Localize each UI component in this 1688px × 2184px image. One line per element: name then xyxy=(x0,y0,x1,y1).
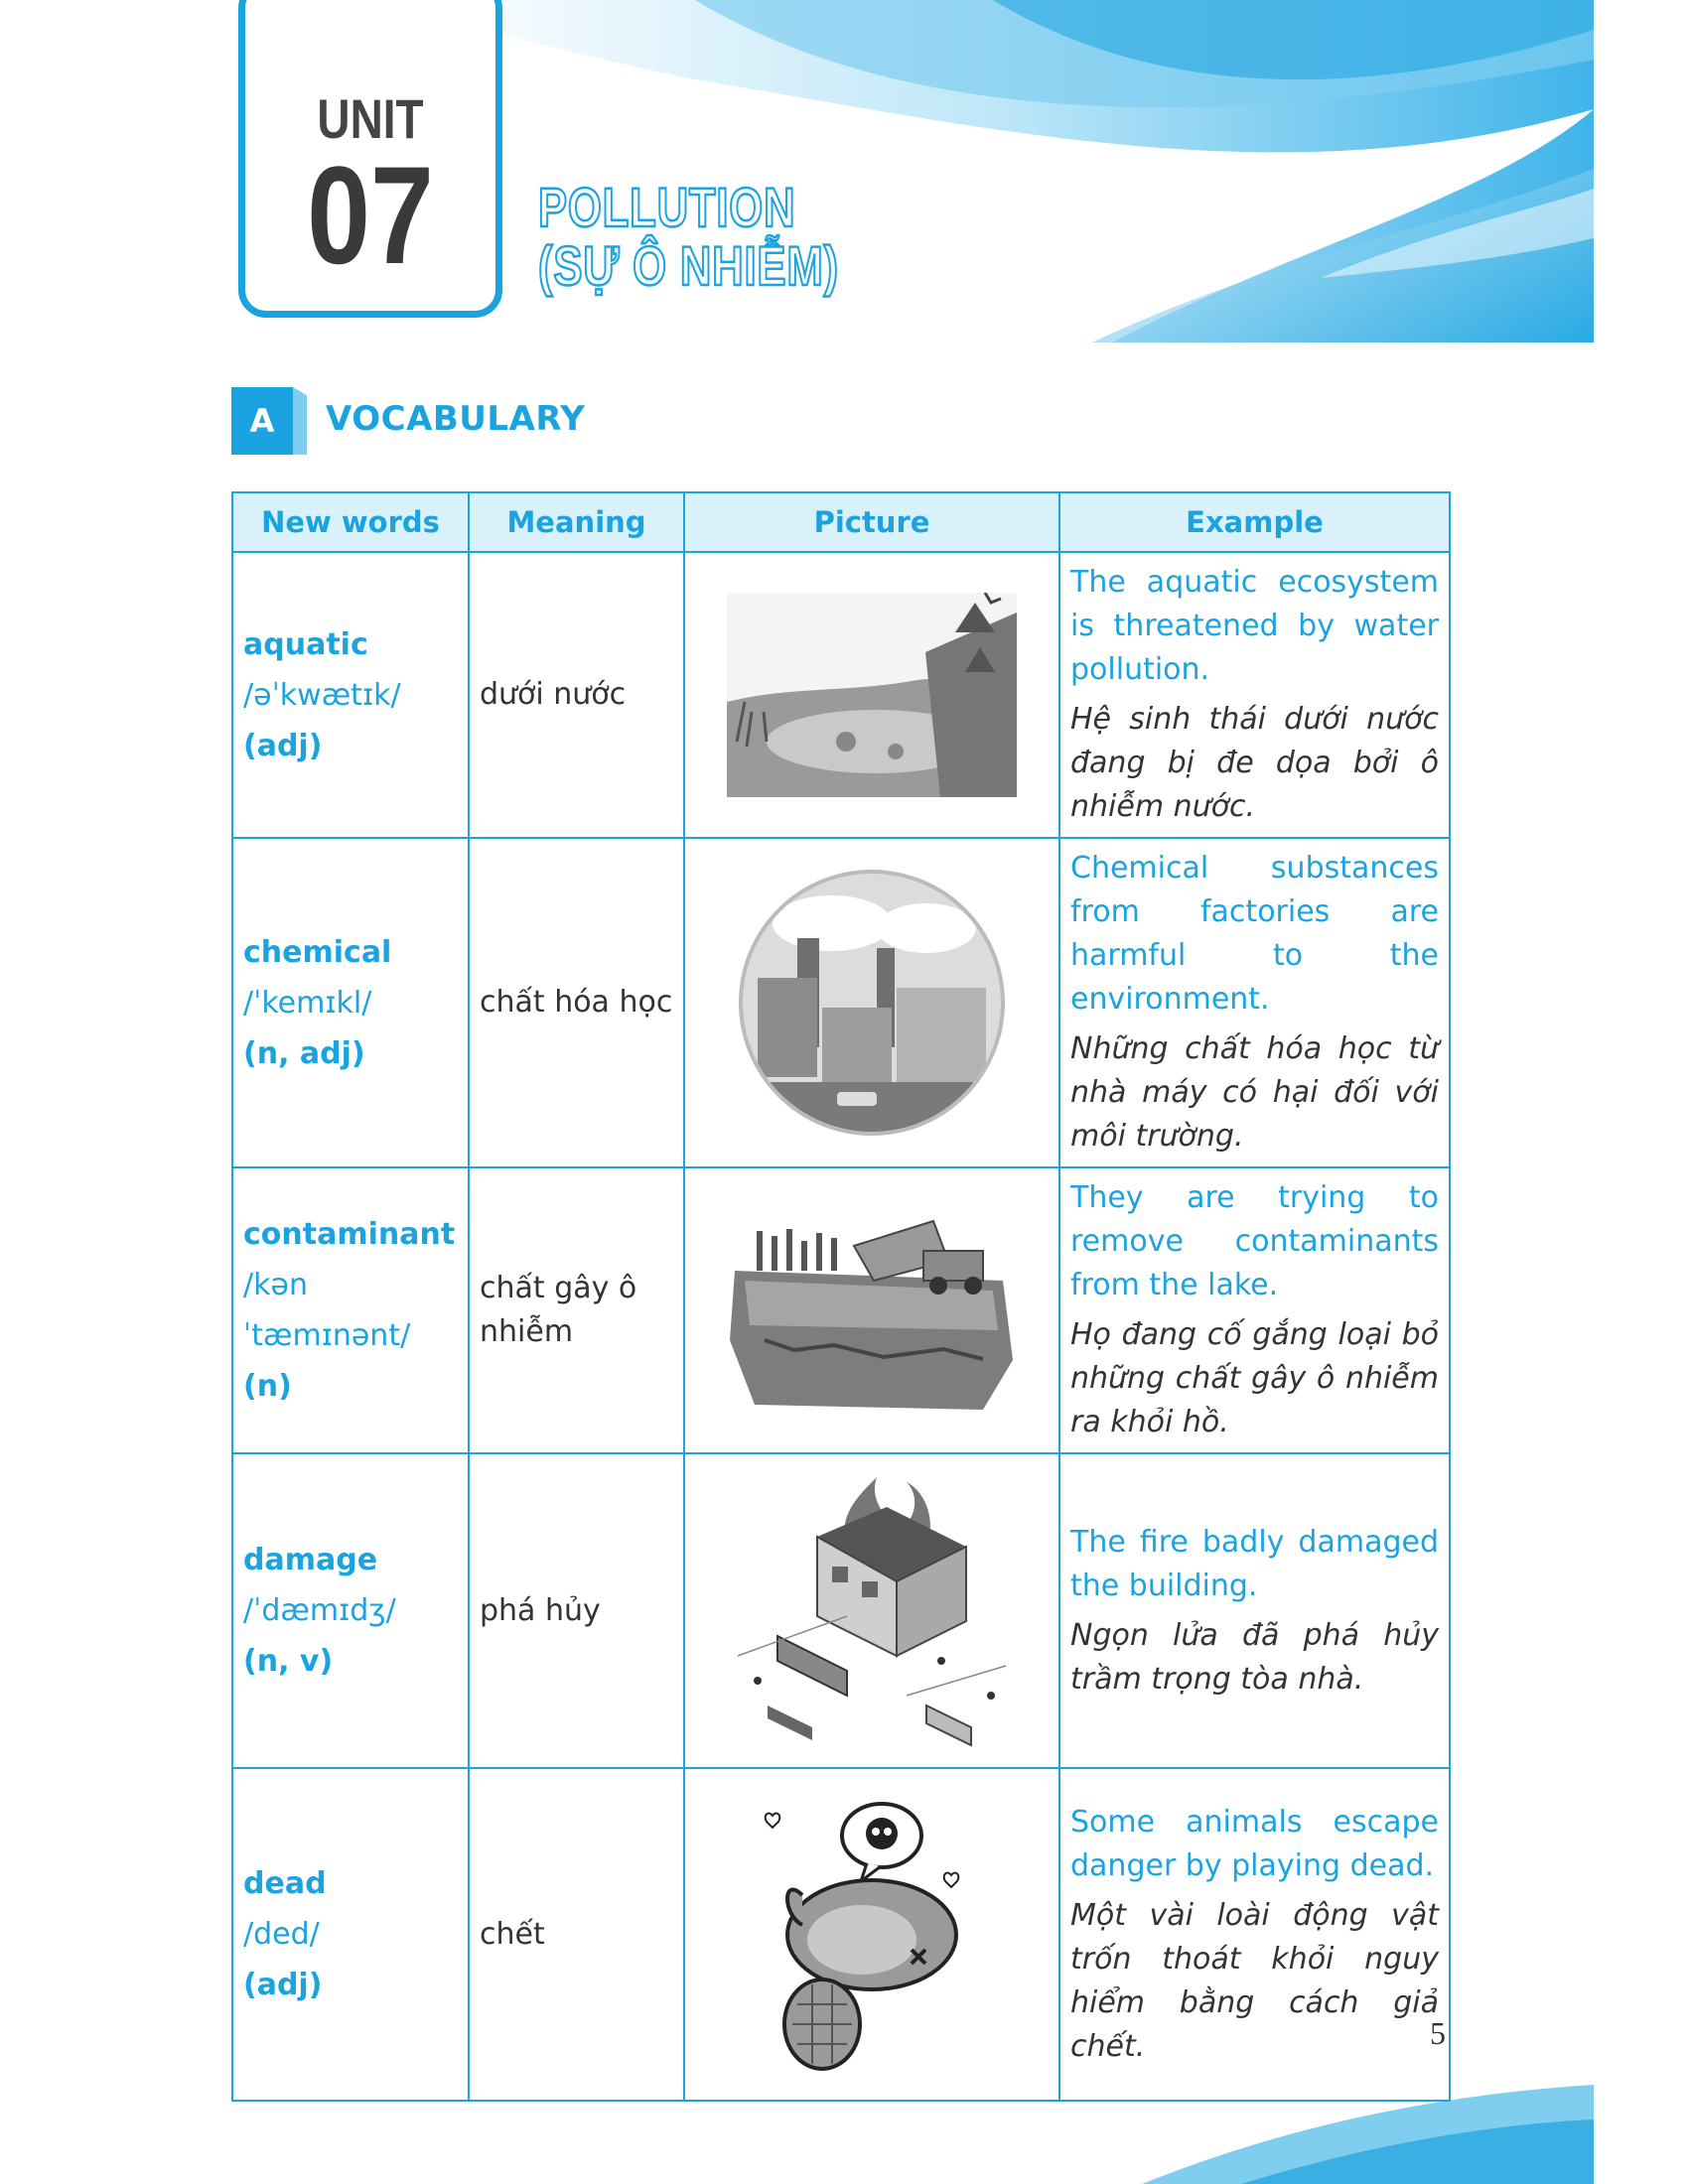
unit-title xyxy=(538,176,839,297)
example-cell xyxy=(1059,1453,1450,1768)
aquatic-ecosystem-illustration xyxy=(727,593,1017,797)
table-row xyxy=(232,1768,1450,2101)
column-header: Meaning xyxy=(469,492,684,552)
example-vi: Một vài loài động vật trốn thoát khỏi nguy hiểm bằng cách giả chết. xyxy=(1070,1897,1439,2064)
vocab-word: dead xyxy=(243,1866,327,1901)
column-header: New words xyxy=(232,492,469,552)
picture-cell xyxy=(684,838,1059,1167)
example-en: They are trying to remove contaminants from the lake. xyxy=(1070,1180,1439,1302)
burning-house-illustration xyxy=(728,1467,1016,1755)
unit-box xyxy=(238,0,502,318)
vocab-pos: (n, adj) xyxy=(243,1035,365,1071)
picture-cell xyxy=(684,1768,1059,2101)
section-badge: A xyxy=(231,387,293,455)
vocab-ipa: /ˈdæmɪdʒ/ xyxy=(243,1593,396,1628)
example-en: Some animals escape danger by playing dead. xyxy=(1070,1804,1439,1883)
page-number: 5 xyxy=(1430,2015,1446,2051)
example-vi: Họ đang cố gắng loại bỏ những chất gây ô nhiễm ra khỏi hồ. xyxy=(1070,1317,1439,1439)
vocab-pos: (adj) xyxy=(243,1968,323,2002)
beaver-playing-dead-illustration xyxy=(763,1796,981,2074)
column-header: Picture xyxy=(684,492,1059,552)
vocab-pos: (n) xyxy=(243,1369,292,1404)
vocab-ipa: /ˈkemɪkl/ xyxy=(243,985,372,1021)
vocab-word: chemical xyxy=(243,934,392,970)
example-cell xyxy=(1059,552,1450,838)
table-row xyxy=(232,1167,1450,1453)
example-vi: Hệ sinh thái dưới nước đang bị đe dọa bởi ô nhiễm nước. xyxy=(1070,702,1439,824)
unit-title-vi: (SỰ Ô NHIỄM) xyxy=(538,233,839,297)
word-cell xyxy=(232,838,469,1167)
factory-chimneys-illustration xyxy=(738,869,1006,1137)
example-en: Chemical substances from factories are harmful to the environment. xyxy=(1070,851,1439,1017)
example-cell xyxy=(1059,1167,1450,1453)
table-header-row xyxy=(232,492,1450,552)
picture-cell xyxy=(684,1167,1059,1453)
table-row xyxy=(232,552,1450,838)
column-header: Example xyxy=(1059,492,1450,552)
meaning-cell: chất gây ô nhiễm xyxy=(469,1167,684,1453)
meaning-cell: chết xyxy=(469,1768,684,2101)
vocab-word: contaminant xyxy=(243,1217,456,1252)
example-vi: Ngọn lửa đã phá hủy trầm trọng tòa nhà. xyxy=(1070,1617,1439,1697)
vocab-ipa: /kənˈtæmɪnənt/ xyxy=(243,1268,411,1353)
vocab-ipa: /ded/ xyxy=(243,1917,320,1952)
vocab-word: damage xyxy=(243,1543,378,1577)
unit-number: 07 xyxy=(307,137,434,293)
table-row xyxy=(232,1453,1450,1768)
word-cell xyxy=(232,552,469,838)
word-cell xyxy=(232,1768,469,2101)
vocab-pos: (adj) xyxy=(243,728,323,763)
example-en: The aquatic ecosystem is threatened by water pollution. xyxy=(1070,565,1439,687)
picture-cell xyxy=(684,1453,1059,1768)
unit-label: UNIT xyxy=(317,87,424,150)
word-cell xyxy=(232,1453,469,1768)
vocabulary-table xyxy=(231,491,1451,2102)
table-row xyxy=(232,838,1450,1167)
vocab-word: aquatic xyxy=(243,626,368,662)
vocab-pos: (n, v) xyxy=(243,1644,334,1679)
section-title: VOCABULARY xyxy=(326,399,586,439)
meaning-cell: dưới nước xyxy=(469,552,684,838)
example-vi: Những chất hóa học từ nhà máy có hại đối với môi trường. xyxy=(1070,1031,1439,1154)
example-cell xyxy=(1059,1768,1450,2101)
meaning-cell: chất hóa học xyxy=(469,838,684,1167)
picture-cell xyxy=(684,552,1059,838)
example-en: The fire badly damaged the building. xyxy=(1070,1524,1439,1603)
meaning-cell: phá hủy xyxy=(469,1453,684,1768)
unit-title-en: POLLUTION xyxy=(538,176,796,238)
vocab-ipa: /əˈkwætɪk/ xyxy=(243,677,401,713)
dump-truck-landfill-illustration xyxy=(725,1211,1019,1410)
example-cell xyxy=(1059,838,1450,1167)
word-cell xyxy=(232,1167,469,1453)
